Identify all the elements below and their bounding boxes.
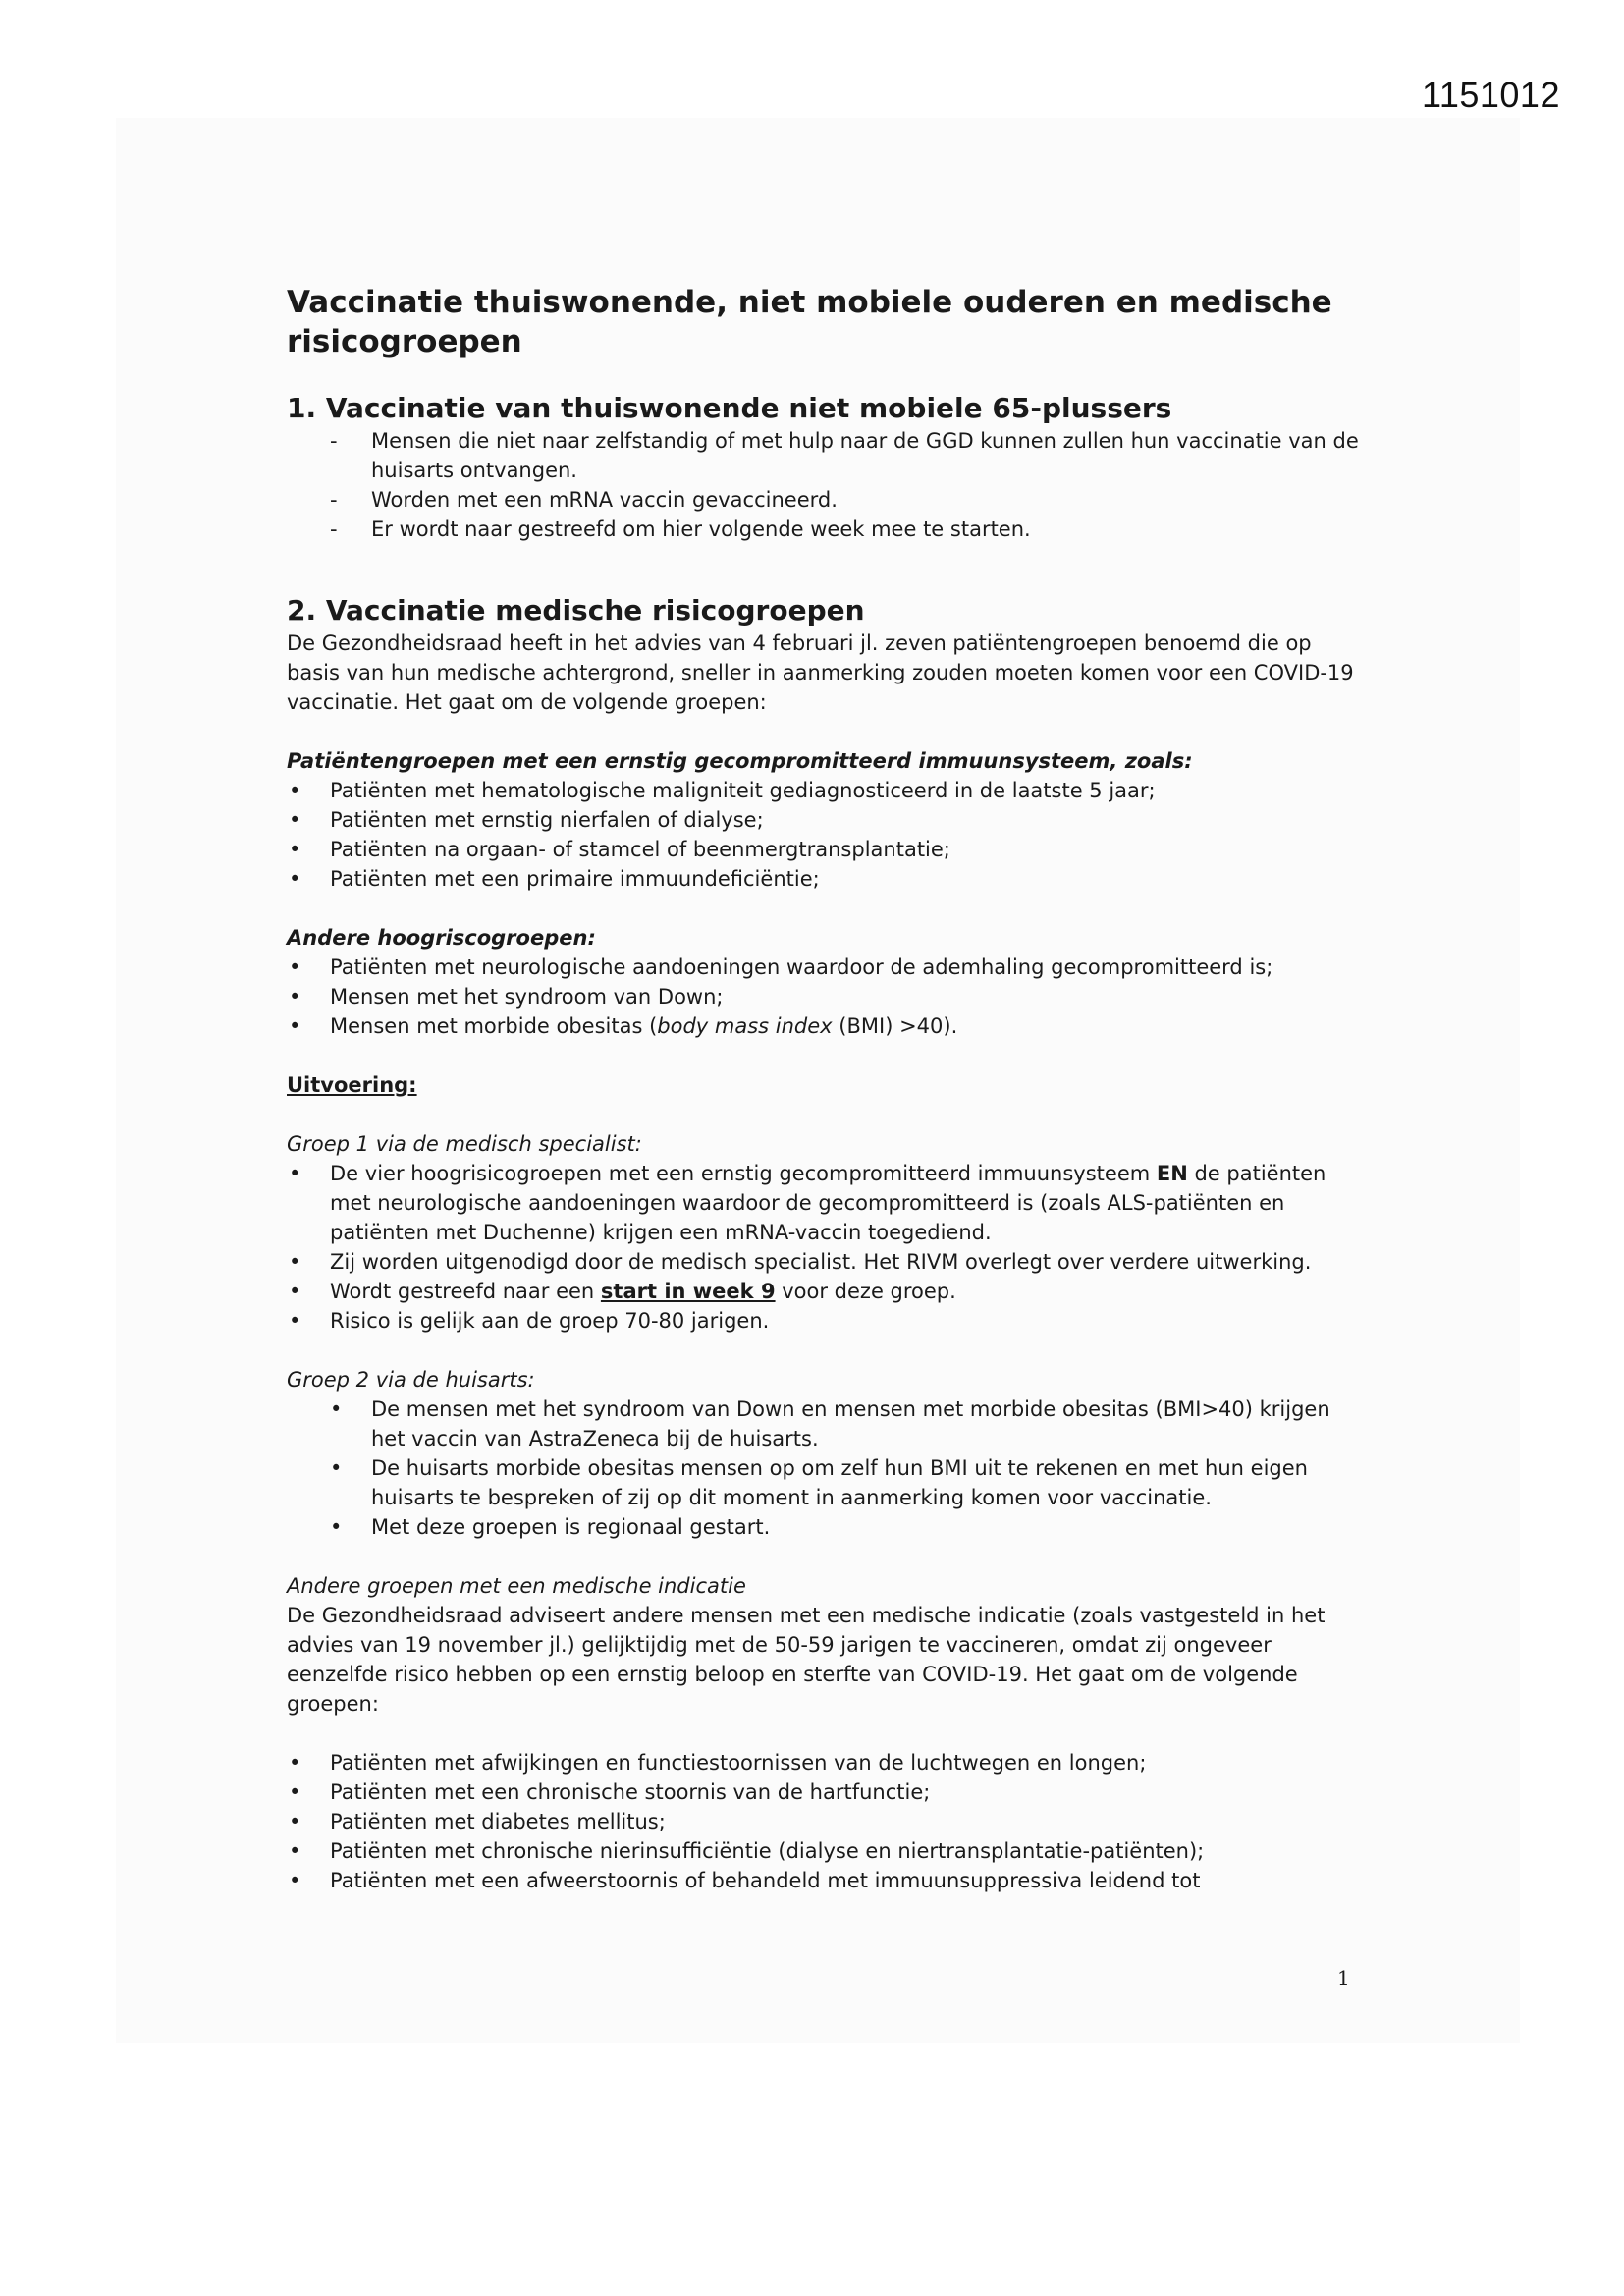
text-run: Mensen met morbide obesitas ( [330,1014,658,1038]
uitvoering-heading: Uitvoering: [287,1073,417,1097]
text-run: voor deze groep. [775,1280,956,1303]
section-2-heading: 2. Vaccinatie medische risicogroepen [287,594,865,627]
text-run: (BMI) >40). [832,1014,958,1038]
text-run: de patiënten met neurologische aandoeningen waardoor de gecompromitteerd is (zoals ALS-patiënten en patiënten met Duchenne) krijgen een mRNA-vaccin toegediend. [330,1162,1326,1244]
list-item: • Zij worden uitgenodigd door de medisch specialist. Het RIVM overlegt over verdere uitwerking. [287,1247,1359,1277]
document-body [287,283,1359,1895]
list-item: - Mensen die niet naar zelfstandig of met hulp naar de GGD kunnen zullen hun vaccinatie van de huisarts ontvangen. [287,426,1359,485]
list-item: • Patiënten met ernstig nierfalen of dialyse; [287,805,1359,835]
list-item: • Patiënten met een primaire immuundeficiëntie; [287,864,1359,894]
group-2-heading: Groep 2 via de huisarts: [287,1368,535,1392]
list-item: • Patiënten met afwijkingen en functiestoornissen van de luchtwegen en longen; [287,1748,1359,1777]
other-groups-list [287,1748,1359,1895]
list-item: • Risico is gelijk aan de groep 70-80 jarigen. [287,1306,1359,1336]
list-item: • Patiënten met een afweerstoornis of behandeld met immuunsuppressiva leidend tot [287,1866,1359,1895]
list-item: • Mensen met het syndroom van Down; [287,982,1359,1011]
list-item [287,1159,1359,1247]
list-item: • Met deze groepen is regionaal gestart. [287,1512,1359,1542]
list-item [287,1277,1359,1306]
list-item: - Worden met een mRNA vaccin gevaccineerd. [287,485,1359,515]
page-number: 1 [1337,1966,1350,1990]
text-run: Wordt gestreefd naar een [330,1280,601,1303]
list-item: • Patiënten na orgaan- of stamcel of beenmergtransplantatie; [287,835,1359,864]
list-item: • Patiënten met een chronische stoornis van de hartfunctie; [287,1777,1359,1807]
document-title: Vaccinatie thuiswonende, niet mobiele ouderen en medische risicogroepen [287,285,1332,359]
list-item: - Er wordt naar gestreefd om hier volgende week mee te starten. [287,515,1359,544]
immuno-list [287,776,1359,894]
section-2 [287,593,1359,1041]
list-item: • Patiënten met hematologische maligniteit gediagnosticeerd in de laatste 5 jaar; [287,776,1359,805]
list-item [287,1011,1359,1041]
text-run-bold: EN [1156,1162,1188,1185]
text-run-italic: body mass index [657,1014,833,1038]
list-item: • Patiënten met chronische nierinsufficiëntie (dialyse en niertransplantatie-patiënten); [287,1836,1359,1866]
section-1-heading: 1. Vaccinatie van thuiswonende niet mobiele 65-plussers [287,392,1172,424]
section-1-list [287,426,1359,544]
group-2-list [287,1394,1359,1542]
other-risk-heading: Andere hoogriscogroepen: [287,926,596,950]
document-id-stamp: 1151012 [1422,75,1560,115]
list-item: • De huisarts morbide obesitas mensen op om zelf hun BMI uit te rekenen en met hun eigen huisarts te bespreken of zij op dit moment in aanmerking komen voor vaccinatie. [287,1453,1359,1512]
section-2-intro: De Gezondheidsraad heeft in het advies van 4 februari jl. zeven patiëntengroepen benoemd die op basis van hun medische achtergrond, sneller in aanmerking zouden moeten komen voor een COVID-19 vaccinatie. Het gaat om de volgende groepen: [287,631,1354,714]
group-1-heading: Groep 1 via de medisch specialist: [287,1132,642,1156]
other-risk-list [287,953,1359,1041]
text-run-bold-underline: start in week 9 [600,1280,776,1303]
list-item: • Patiënten met neurologische aandoeningen waardoor de ademhaling gecompromitteerd is; [287,953,1359,982]
list-item: • Patiënten met diabetes mellitus; [287,1807,1359,1836]
other-groups-heading: Andere groepen met een medische indicatie [287,1574,746,1598]
text-run: De vier hoogrisicogroepen met een ernstig gecompromitteerd immuunsysteem [330,1162,1157,1185]
group-1-list [287,1159,1359,1336]
list-item: • De mensen met het syndroom van Down en mensen met morbide obesitas (BMI>40) krijgen het vaccin van AstraZeneca bij de huisarts. [287,1394,1359,1453]
other-groups-intro: De Gezondheidsraad adviseert andere mensen met een medische indicatie (zoals vastgesteld in het advies van 19 november jl.) gelijktijdig met de 50-59 jarigen te vaccineren, omdat zij ongeveer eenzelfde risico hebben op een ernstig beloop en sterfte van COVID-19. Het gaat om de volgende groepen: [287,1604,1326,1716]
section-1 [287,391,1359,544]
immuno-heading: Patiëntengroepen met een ernstig gecompromitteerd immuunsysteem, zoals: [287,749,1193,773]
